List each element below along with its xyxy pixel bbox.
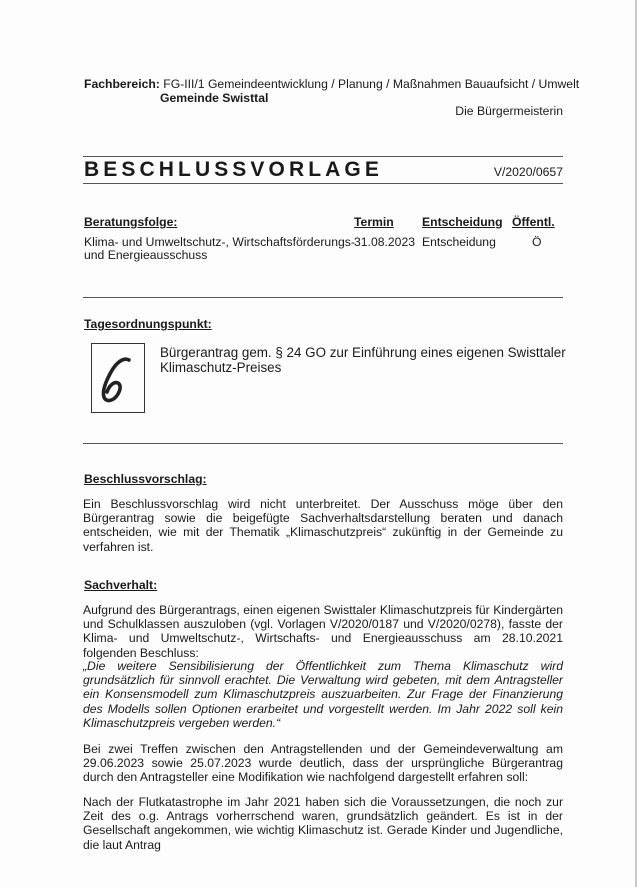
department-value: FG-III/1 Gemeindeentwicklung / Planung / Maßnahmen Bauaufsicht / Umwelt <box>163 77 580 91</box>
title-bottom-rule <box>83 183 563 184</box>
mayor-title: Die Bürgermeisterin <box>455 104 563 118</box>
proposal-heading: Beschlussvorschlag: <box>84 472 207 486</box>
row-decision: Entscheidung <box>422 235 496 249</box>
agenda-title-line2: Klimaschutz-Preises <box>160 360 282 375</box>
row-body-line1: Klima- und Umweltschutz-, Wirtschaftsförderungs- <box>84 235 355 249</box>
row-body-line2: und Energieausschuss <box>84 248 208 262</box>
facts-paragraph-1: Aufgrund des Bürgerantrags, einen eigenen Swisttaler Klimaschutzpreis für Kindergärten und Schulklassen auszuloben (vgl. Vorlagen V/2020/0187 und V/2020/0278), fasste der Klima- und Umweltschutz-, Wirtschafts- und Energieausschuss am 28.10.2021 folgenden Beschluss: <box>83 603 563 660</box>
agenda-title-line1: Bürgerantrag gem. § 24 GO zur Einführung eines eigenen Swisttaler <box>160 345 566 360</box>
col-header-decision: Entscheidung <box>422 215 503 229</box>
facts-paragraph-2: Bei zwei Treffen zwischen den Antragstellenden und der Gemeindeverwaltung am 29.06.2023 sowie 25.07.2023 wurde deutlich, dass der ursprüngliche Bürgerantrag durch den Antragsteller eine Modifikation wie nachfolgend dargestellt erfahren soll: <box>83 742 563 785</box>
row-date: 31.08.2023 <box>354 235 415 249</box>
facts-resolution-quote: „Die weitere Sensibilisierung der Öffentlichkeit zum Thema Klimaschutz wird grundsätzlich für sinnvoll erachtet. Die Verwaltung wird gebeten, mit dem Antragsteller ein Konsensmodell zum Klimaschutzpreis auszuarbeiten. Zur Frage der Finanzierung des Modells sollen Optionen erarbeitet und vorgestellt werden. Im Jahr 2022 soll kein Klimaschutzpreis vergeben werden.“ <box>83 659 563 730</box>
department-label: Fachbereich: <box>84 77 160 91</box>
department-line <box>84 77 579 91</box>
agenda-bottom-rule <box>83 443 563 444</box>
document-number: V/2020/0657 <box>493 165 563 179</box>
agenda-title <box>160 345 566 375</box>
title-top-rule <box>83 156 563 157</box>
agenda-heading: Tagesordnungspunkt: <box>84 317 212 331</box>
proposal-text: Ein Beschlussvorschlag wird nicht unterbreitet. Der Ausschuss möge über den Bürgerantrag sowie die beigefügte Sachverhaltsdarstellung beraten und danach entscheiden, wie mit der Thematik „Klimaschutzpreis“ zukünftig in der Gemeinde zu verfahren ist. <box>83 497 563 554</box>
col-header-date: Termin <box>354 215 394 229</box>
row-public: Ö <box>532 235 542 249</box>
municipality-name: Gemeinde Swisttal <box>160 91 269 105</box>
table-bottom-rule <box>83 297 563 298</box>
agenda-number-box <box>91 343 145 413</box>
handwritten-number <box>96 351 140 407</box>
document-type-title: BESCHLUSSVORLAGE <box>84 158 383 181</box>
facts-paragraph-3: Nach der Flutkatastrophe im Jahr 2021 haben sich die Voraussetzungen, die noch zur Zeit des o.g. Antrags vorherrschend waren, grundsätzlich geändert. Es ist in der Gesellschaft angekommen, wie wichtig Klimaschutz ist. Gerade Kinder und Jugendliche, die laut Antrag <box>83 795 563 852</box>
col-header-body: Beratungsfolge: <box>84 215 178 229</box>
facts-heading: Sachverhalt: <box>84 578 158 592</box>
col-header-public: Öffentl. <box>512 215 555 229</box>
